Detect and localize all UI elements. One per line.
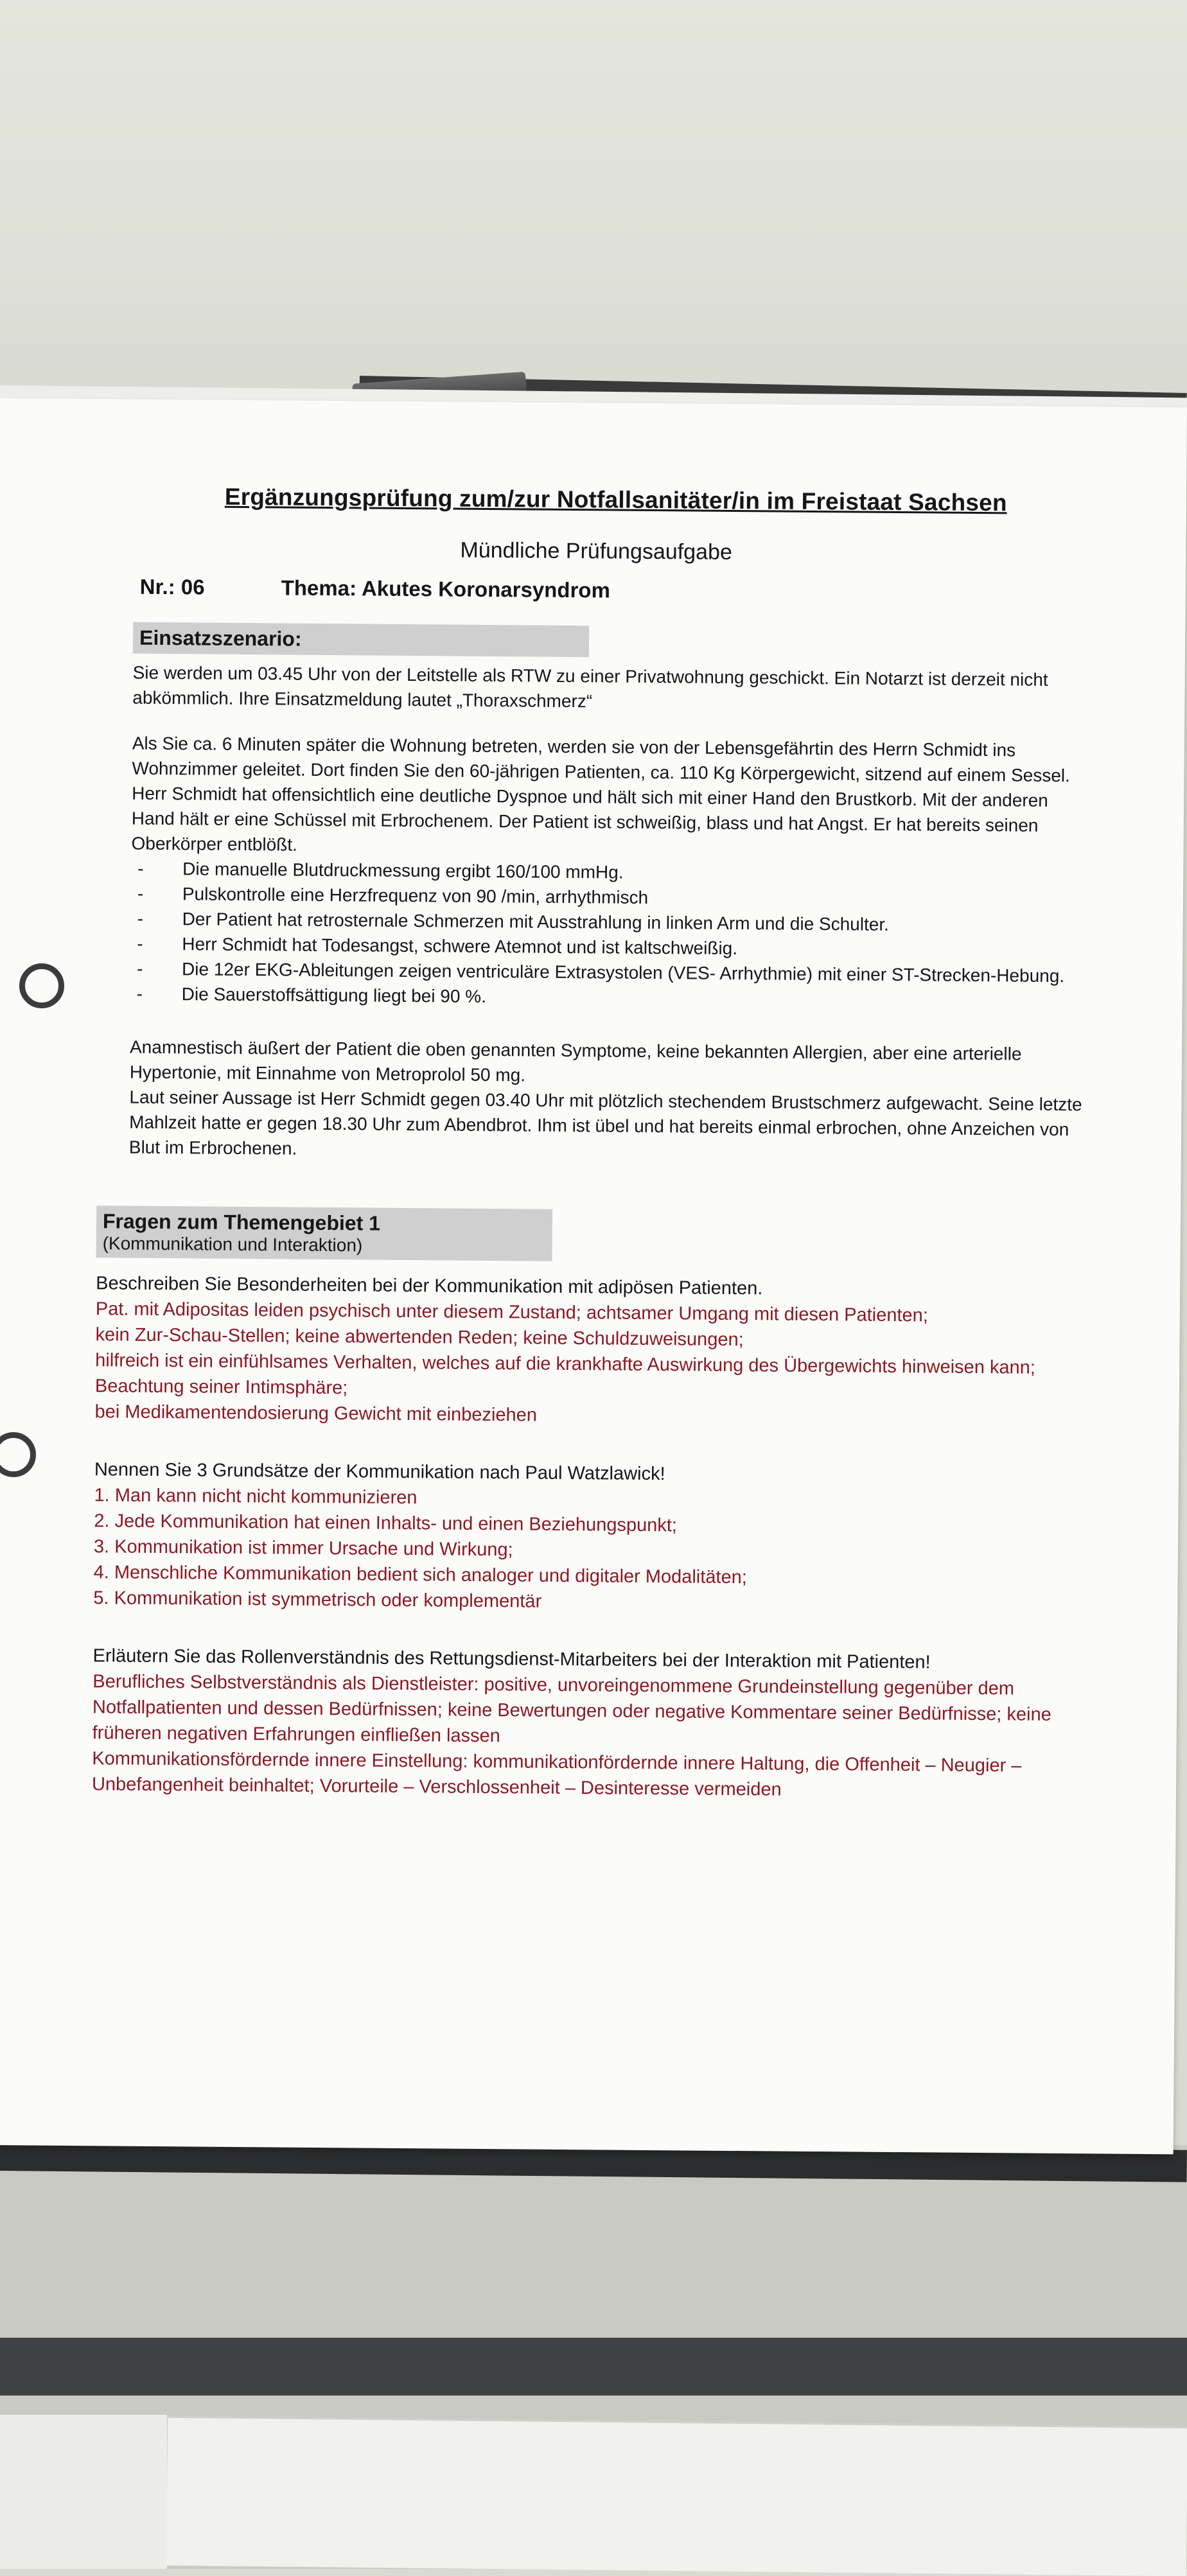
answer-item: 1. Man kann nicht nicht kommunizieren — [94, 1485, 418, 1509]
questions-heading-box — [96, 1205, 552, 1261]
wall-background — [0, 0, 1187, 411]
findings-list — [137, 856, 1089, 1014]
scenario-heading: Einsatzszenario: — [133, 622, 589, 658]
answer-item: 2. Jede Kommunikation hat einen Inhalts- und einen Beziehungspunkt; — [94, 1511, 678, 1536]
document-subtitle: Mündliche Prüfungsaufgabe — [460, 538, 733, 565]
finding-item: - Herr Schmidt hat Todesangst, schwere Atemnot und ist kaltschweißig. — [137, 931, 1087, 964]
question-3: Erläutern Sie das Rollenverständnis des Rettungsdienst-Mitarbeiters bei der Interaktion mit Patienten! — [92, 1645, 931, 1673]
paper-stack-bottom — [166, 2416, 1187, 2576]
task-number: Nr.: 06 — [139, 574, 205, 599]
finding-item: - Die Sauerstoffsättigung liegt bei 90 %. — [137, 981, 1087, 1014]
scenario-intro: Sie werden um 03.45 Uhr von der Leitstelle als RTW zu einer Privatwohnung geschickt. Ein Notarzt ist derzeit nicht abkömmlich. Ihre Einsatzmeldung lautet „Thoraxschmerz“ — [132, 662, 1048, 712]
document-title: Ergänzungsprüfung zum/zur Notfallsanitäter/in im Freistaat Sachsen — [224, 483, 1007, 516]
answer-line: Pat. mit Adipositas leiden psychisch unter diesem Zustand; achtsamer Umgang mit diesen Patienten; — [95, 1299, 928, 1326]
scenario-arrival: Als Sie ca. 6 Minuten später die Wohnung betreten, werden sie von der Lebensgefährtin des Herrn Schmidt ins Wohnzimmer geleitet. Dort finden Sie den 60-jährigen Patienten, ca. 110 Kg Körpergewicht, sitzend auf einem Sessel. Herr Schmidt hat offensichtlich eine deutliche Dyspnoe und hält sich mit einer Hand den Brustkorb. Mit der anderen Hand hält er eine Schüssel mit Erbrochenem. Der Patient ist schweißig, blass und hat Angst. Er hat bereits seinen Oberkörper entblößt. — [131, 733, 1071, 855]
question-block-1 — [94, 1270, 1085, 1432]
binder-ring-icon — [19, 963, 64, 1008]
anamnesis-1: Anamnestisch äußert der Patient die oben genannten Symptome, keine bekannten Allergien, aber eine arterielle Hypertonie, mit Einnahme von Metroprolol 50 mg. — [129, 1037, 1022, 1085]
questions-subheading: (Kommunikation und Interaktion) — [102, 1233, 363, 1256]
paper-stack-left — [0, 2415, 167, 2569]
question-2: Nennen Sie 3 Grundsätze der Kommunikation nach Paul Watzlawick! — [94, 1459, 665, 1485]
finding-item: - Pulskontrolle eine Herzfrequenz von 90 /min, arrhythmisch — [137, 881, 1088, 914]
answer-line: Kommunikationsfördernde innere Einstellung: kommunikationfördernde innere Haltung, die Offenheit – Neugier – Unbefangenheit beinhaltet; Vorurteile – Verschlossenheit – Desinteresse vermeiden — [91, 1748, 1022, 1800]
question-1: Beschreiben Sie Besonderheiten bei der Kommunikation mit adipösen Patienten. — [96, 1273, 763, 1299]
finding-item: - Der Patient hat retrosternale Schmerzen mit Ausstrahlung in linken Arm und die Schulter. — [137, 906, 1087, 939]
finding-item: - Die manuelle Blutdruckmessung ergibt 160/100 mmHg. — [137, 856, 1088, 889]
questions-heading: Fragen zum Themengebiet 1 — [102, 1209, 381, 1235]
document-page — [0, 398, 1187, 2154]
desk-edge-strip — [0, 2338, 1187, 2396]
anamnesis-2: Laut seiner Aussage ist Herr Schmidt gegen 03.40 Uhr mit plötzlich stechendem Brustschmerz aufgewacht. Seine letzte Mahlzeit hatte er gegen 18.30 Uhr zum Abendbrot. Ihm ist übel und hat bereits einmal erbrochen, ohne Anzeichen von Blut im Erbrochenen. — [128, 1087, 1082, 1159]
task-topic: Thema: Akutes Koronarsyndrom — [281, 575, 611, 602]
page-content — [92, 482, 1091, 1837]
answer-item: 4. Menschliche Kommunikation bedient sich analoger und digitaler Modalitäten; — [93, 1562, 747, 1588]
answer-line: hilfreich ist ein einfühlsames Verhalten, welches auf die krankhafte Auswirkung des Übergewichts hinweisen kann; Beachtung seiner Intimsphäre; — [94, 1350, 1036, 1399]
answer-item: 3. Kommunikation ist immer Ursache und Wirkung; — [93, 1536, 513, 1561]
answer-line: bei Medikamentendosierung Gewicht mit einbeziehen — [94, 1401, 538, 1426]
answer-item: 5. Kommunikation ist symmetrisch oder komplementär — [93, 1588, 542, 1612]
answer-line: kein Zur-Schau-Stellen; keine abwertenden Reden; keine Schuldzuweisungen; — [95, 1324, 744, 1351]
question-block-3 — [92, 1643, 1082, 1805]
finding-item: - Die 12er EKG-Ableitungen zeigen ventriculäre Extrasystolen (VES- Arrhythmie) mit einer ST-Strecken-Hebung. — [137, 956, 1087, 989]
question-block-2 — [93, 1457, 1084, 1618]
task-info-row — [140, 575, 1091, 607]
answer-line: Berufliches Selbstverständnis als Dienstleister: positive, unvoreingenommene Grundeinstellung gegenüber dem Notfallpatienten und dessen Bedürfnissen; keine Bewertungen oder negative Kommentare seiner Bedürfnisse; keine früheren negativen Erfahrungen einfließen lassen — [92, 1671, 1051, 1747]
answer-list — [93, 1482, 1084, 1618]
